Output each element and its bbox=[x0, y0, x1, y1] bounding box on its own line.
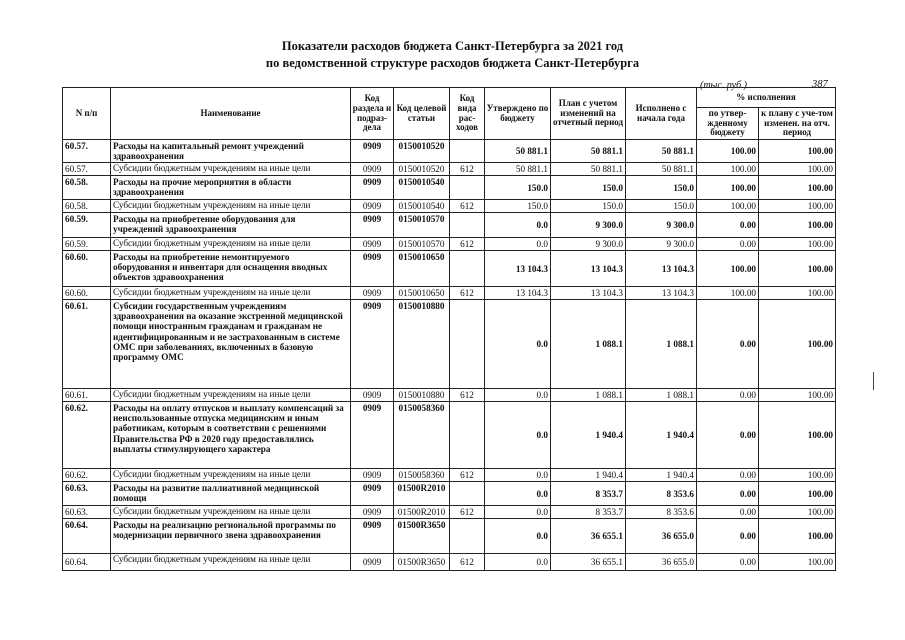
cell-pct-approved: 100.00 bbox=[697, 163, 759, 176]
cell-num: 60.63. bbox=[63, 506, 111, 519]
cell-approved: 0.0 bbox=[485, 402, 551, 469]
cell-target-code: 0150010540 bbox=[394, 200, 450, 213]
cell-target-code: 01500R2010 bbox=[394, 506, 450, 519]
cell-pct-plan: 100.00 bbox=[759, 287, 836, 300]
cell-executed: 50 881.1 bbox=[626, 140, 697, 163]
cell-approved: 0.0 bbox=[485, 469, 551, 482]
cell-section-code: 0909 bbox=[351, 469, 394, 482]
cell-pct-plan: 100.00 bbox=[759, 554, 836, 571]
cell-executed: 1 940.4 bbox=[626, 469, 697, 482]
cell-pct-plan: 100.00 bbox=[759, 238, 836, 251]
cell-target-code: 0150058360 bbox=[394, 402, 450, 469]
cell-approved: 50 881.1 bbox=[485, 140, 551, 163]
table-row bbox=[63, 389, 836, 402]
cell-plan: 1 940.4 bbox=[551, 402, 626, 469]
cell-approved: 0.0 bbox=[485, 300, 551, 389]
cell-pct-approved: 100.00 bbox=[697, 176, 759, 200]
cell-plan: 150.0 bbox=[551, 176, 626, 200]
cell-pct-plan: 100.00 bbox=[759, 251, 836, 287]
cell-plan: 50 881.1 bbox=[551, 140, 626, 163]
table-row bbox=[63, 176, 836, 200]
cell-name: Расходы на прочие мероприятия в области здравоохранения bbox=[111, 176, 351, 200]
cell-section-code: 0909 bbox=[351, 200, 394, 213]
cell-pct-plan: 100.00 bbox=[759, 140, 836, 163]
cell-approved: 0.0 bbox=[485, 554, 551, 571]
cell-section-code: 0909 bbox=[351, 554, 394, 571]
cell-target-code: 01500R2010 bbox=[394, 482, 450, 506]
cell-type-code: 612 bbox=[450, 238, 485, 251]
cell-name: Расходы на развитие паллиативной медицинской помощи bbox=[111, 482, 351, 506]
cell-target-code: 0150010880 bbox=[394, 300, 450, 389]
cell-name: Субсидии бюджетным учреждениям на иные цели bbox=[111, 163, 351, 176]
cell-executed: 1 088.1 bbox=[626, 389, 697, 402]
cell-name: Субсидии бюджетным учреждениям на иные цели bbox=[111, 200, 351, 213]
cell-plan: 9 300.0 bbox=[551, 213, 626, 238]
cell-section-code: 0909 bbox=[351, 300, 394, 389]
cell-plan: 36 655.1 bbox=[551, 554, 626, 571]
cell-executed: 50 881.1 bbox=[626, 163, 697, 176]
cell-section-code: 0909 bbox=[351, 251, 394, 287]
cell-num: 60.60. bbox=[63, 251, 111, 287]
header-pct-group: % исполнения bbox=[697, 88, 836, 108]
cell-executed: 36 655.0 bbox=[626, 554, 697, 571]
cell-executed: 8 353.6 bbox=[626, 506, 697, 519]
cell-pct-approved: 0.00 bbox=[697, 554, 759, 571]
cell-num: 60.61. bbox=[63, 300, 111, 389]
table-row bbox=[63, 238, 836, 251]
cell-approved: 0.0 bbox=[485, 213, 551, 238]
cell-section-code: 0909 bbox=[351, 519, 394, 554]
cell-target-code: 0150010520 bbox=[394, 163, 450, 176]
cell-pct-approved: 100.00 bbox=[697, 140, 759, 163]
header-approved: Утверждено по бюджету bbox=[485, 88, 551, 140]
cell-num: 60.59. bbox=[63, 213, 111, 238]
cell-pct-plan: 100.00 bbox=[759, 176, 836, 200]
cell-pct-approved: 0.00 bbox=[697, 482, 759, 506]
cell-pct-plan: 100.00 bbox=[759, 389, 836, 402]
cell-plan: 1 940.4 bbox=[551, 469, 626, 482]
cell-pct-plan: 100.00 bbox=[759, 469, 836, 482]
cell-approved: 150.0 bbox=[485, 200, 551, 213]
header-code-section: Код раздела и подраз-дела bbox=[351, 88, 394, 140]
table-row bbox=[63, 287, 836, 300]
cell-approved: 0.0 bbox=[485, 238, 551, 251]
cell-pct-plan: 100.00 bbox=[759, 200, 836, 213]
cell-approved: 13 104.3 bbox=[485, 251, 551, 287]
cell-plan: 36 655.1 bbox=[551, 519, 626, 554]
cell-target-code: 01500R3650 bbox=[394, 554, 450, 571]
cell-pct-approved: 0.00 bbox=[697, 238, 759, 251]
cell-plan: 150.0 bbox=[551, 200, 626, 213]
cell-name: Субсидии бюджетным учреждениям на иные цели bbox=[111, 287, 351, 300]
header-code-type: Код вида рас-ходов bbox=[450, 88, 485, 140]
cell-approved: 0.0 bbox=[485, 506, 551, 519]
page-number: 387 bbox=[812, 79, 828, 90]
table-row bbox=[63, 402, 836, 469]
cell-name: Субсидии бюджетным учреждениям на иные цели bbox=[111, 506, 351, 519]
table-row bbox=[63, 469, 836, 482]
cell-plan: 8 353.7 bbox=[551, 482, 626, 506]
cell-num: 60.64. bbox=[63, 554, 111, 571]
cell-target-code: 0150010570 bbox=[394, 213, 450, 238]
cell-target-code: 0150010540 bbox=[394, 176, 450, 200]
cell-num: 60.58. bbox=[63, 200, 111, 213]
cell-target-code: 0150010520 bbox=[394, 140, 450, 163]
cell-type-code bbox=[450, 402, 485, 469]
title-line-1: Показатели расходов бюджета Санкт-Петербурга за 2021 год bbox=[281, 39, 624, 53]
cell-section-code: 0909 bbox=[351, 140, 394, 163]
cell-name: Субсидии бюджетным учреждениям на иные цели bbox=[111, 238, 351, 251]
cell-approved: 50 881.1 bbox=[485, 163, 551, 176]
document-title bbox=[0, 38, 905, 72]
cell-target-code: 0150010650 bbox=[394, 251, 450, 287]
cell-executed: 1 940.4 bbox=[626, 402, 697, 469]
cell-name: Расходы на оплату отпусков и выплату компенсаций за неиспользованные отпуска медицинским и иным работникам, которым в соответствии с решениями Правительства РФ в 2020 году предоставлялись выплаты стимулирующего характера bbox=[111, 402, 351, 469]
cell-pct-approved: 0.00 bbox=[697, 300, 759, 389]
cell-pct-approved: 0.00 bbox=[697, 469, 759, 482]
header-name: Наименование bbox=[111, 88, 351, 140]
cell-num: 60.62. bbox=[63, 402, 111, 469]
cell-name: Расходы на приобретение немонтируемого оборудования и инвентаря для оснащения вводных объектов здравоохранения bbox=[111, 251, 351, 287]
cell-type-code bbox=[450, 300, 485, 389]
cell-executed: 13 104.3 bbox=[626, 287, 697, 300]
cell-num: 60.57. bbox=[63, 163, 111, 176]
cell-executed: 150.0 bbox=[626, 200, 697, 213]
cell-num: 60.57. bbox=[63, 140, 111, 163]
table-row bbox=[63, 251, 836, 287]
cell-executed: 13 104.3 bbox=[626, 251, 697, 287]
cell-section-code: 0909 bbox=[351, 287, 394, 300]
cell-approved: 0.0 bbox=[485, 482, 551, 506]
cell-section-code: 0909 bbox=[351, 176, 394, 200]
header-pct-approved: по утвер-жденному бюджету bbox=[697, 108, 759, 140]
cell-type-code bbox=[450, 213, 485, 238]
table-header bbox=[63, 88, 836, 140]
table-row bbox=[63, 300, 836, 389]
cell-target-code: 0150010880 bbox=[394, 389, 450, 402]
cell-pct-approved: 0.00 bbox=[697, 389, 759, 402]
cell-type-code: 612 bbox=[450, 506, 485, 519]
cell-name: Субсидии государственным учреждениям здравоохранения на оказание экстренной медицинской помощи иностранным гражданам и гражданам не идентифицированным и не застрахованным в системе ОМС при заболеваниях, включенных в базовую программу ОМС bbox=[111, 300, 351, 389]
cell-pct-plan: 100.00 bbox=[759, 402, 836, 469]
cell-section-code: 0909 bbox=[351, 402, 394, 469]
table-row bbox=[63, 213, 836, 238]
header-pct-plan: к плану с уче-том изменен. на отч. период bbox=[759, 108, 836, 140]
cell-plan: 13 104.3 bbox=[551, 251, 626, 287]
cell-target-code: 01500R3650 bbox=[394, 519, 450, 554]
cell-approved: 0.0 bbox=[485, 519, 551, 554]
cell-type-code bbox=[450, 176, 485, 200]
budget-table bbox=[62, 87, 836, 571]
cell-num: 60.59. bbox=[63, 238, 111, 251]
cell-section-code: 0909 bbox=[351, 482, 394, 506]
table-row bbox=[63, 200, 836, 213]
cell-type-code: 612 bbox=[450, 163, 485, 176]
cell-target-code: 0150010650 bbox=[394, 287, 450, 300]
cell-approved: 13 104.3 bbox=[485, 287, 551, 300]
cell-pct-plan: 100.00 bbox=[759, 213, 836, 238]
cell-pct-approved: 0.00 bbox=[697, 402, 759, 469]
cell-num: 60.63. bbox=[63, 482, 111, 506]
cell-target-code: 0150058360 bbox=[394, 469, 450, 482]
cell-section-code: 0909 bbox=[351, 389, 394, 402]
cell-name: Субсидии бюджетным учреждениям на иные цели bbox=[111, 469, 351, 482]
cell-name: Субсидии бюджетным учреждениям на иные цели bbox=[111, 554, 351, 571]
header-plan: План с учетом изменений на отчетный период bbox=[551, 88, 626, 140]
cell-executed: 8 353.6 bbox=[626, 482, 697, 506]
cell-executed: 1 088.1 bbox=[626, 300, 697, 389]
cell-type-code bbox=[450, 482, 485, 506]
cell-plan: 1 088.1 bbox=[551, 389, 626, 402]
cell-num: 60.58. bbox=[63, 176, 111, 200]
header-executed: Исполнено с начала года bbox=[626, 88, 697, 140]
cell-num: 60.61. bbox=[63, 389, 111, 402]
cell-type-code: 612 bbox=[450, 389, 485, 402]
cell-executed: 9 300.0 bbox=[626, 213, 697, 238]
cell-approved: 150.0 bbox=[485, 176, 551, 200]
cell-num: 60.62. bbox=[63, 469, 111, 482]
cell-pct-plan: 100.00 bbox=[759, 519, 836, 554]
table-row bbox=[63, 163, 836, 176]
cell-approved: 0.0 bbox=[485, 389, 551, 402]
cell-pct-plan: 100.00 bbox=[759, 482, 836, 506]
table-row bbox=[63, 482, 836, 506]
table-row bbox=[63, 140, 836, 163]
cell-num: 60.60. bbox=[63, 287, 111, 300]
cell-type-code: 612 bbox=[450, 287, 485, 300]
cell-type-code: 612 bbox=[450, 200, 485, 213]
header-code-target: Код целевой статьи bbox=[394, 88, 450, 140]
cell-pct-plan: 100.00 bbox=[759, 506, 836, 519]
cell-section-code: 0909 bbox=[351, 506, 394, 519]
units-label: (тыс. руб.) bbox=[700, 80, 747, 91]
cell-pct-plan: 100.00 bbox=[759, 300, 836, 389]
cell-name: Расходы на капитальный ремонт учреждений здравоохранения bbox=[111, 140, 351, 163]
cell-num: 60.64. bbox=[63, 519, 111, 554]
cell-type-code bbox=[450, 519, 485, 554]
cell-pct-approved: 0.00 bbox=[697, 506, 759, 519]
table-row bbox=[63, 506, 836, 519]
cell-target-code: 0150010570 bbox=[394, 238, 450, 251]
table-body bbox=[63, 140, 836, 571]
cell-section-code: 0909 bbox=[351, 213, 394, 238]
cell-pct-approved: 100.00 bbox=[697, 251, 759, 287]
cell-section-code: 0909 bbox=[351, 238, 394, 251]
table-row bbox=[63, 519, 836, 554]
header-num: N п/п bbox=[63, 88, 111, 140]
cell-plan: 50 881.1 bbox=[551, 163, 626, 176]
margin-mark bbox=[873, 372, 874, 390]
cell-pct-plan: 100.00 bbox=[759, 163, 836, 176]
cell-type-code: 612 bbox=[450, 554, 485, 571]
table-row bbox=[63, 554, 836, 571]
title-line-2: по ведомственной структуре расходов бюджета Санкт-Петербурга bbox=[265, 56, 640, 70]
cell-pct-approved: 100.00 bbox=[697, 287, 759, 300]
cell-executed: 150.0 bbox=[626, 176, 697, 200]
cell-type-code bbox=[450, 251, 485, 287]
cell-type-code bbox=[450, 140, 485, 163]
cell-executed: 36 655.0 bbox=[626, 519, 697, 554]
cell-pct-approved: 0.00 bbox=[697, 519, 759, 554]
cell-plan: 9 300.0 bbox=[551, 238, 626, 251]
cell-name: Субсидии бюджетным учреждениям на иные цели bbox=[111, 389, 351, 402]
cell-name: Расходы на реализацию региональной программы по модернизации первичного звена здравоохранения bbox=[111, 519, 351, 554]
cell-section-code: 0909 bbox=[351, 163, 394, 176]
cell-pct-approved: 100.00 bbox=[697, 200, 759, 213]
cell-pct-approved: 0.00 bbox=[697, 213, 759, 238]
cell-plan: 1 088.1 bbox=[551, 300, 626, 389]
cell-name: Расходы на приобретение оборудования для учреждений здравоохранения bbox=[111, 213, 351, 238]
cell-executed: 9 300.0 bbox=[626, 238, 697, 251]
cell-plan: 8 353.7 bbox=[551, 506, 626, 519]
cell-plan: 13 104.3 bbox=[551, 287, 626, 300]
cell-type-code: 612 bbox=[450, 469, 485, 482]
